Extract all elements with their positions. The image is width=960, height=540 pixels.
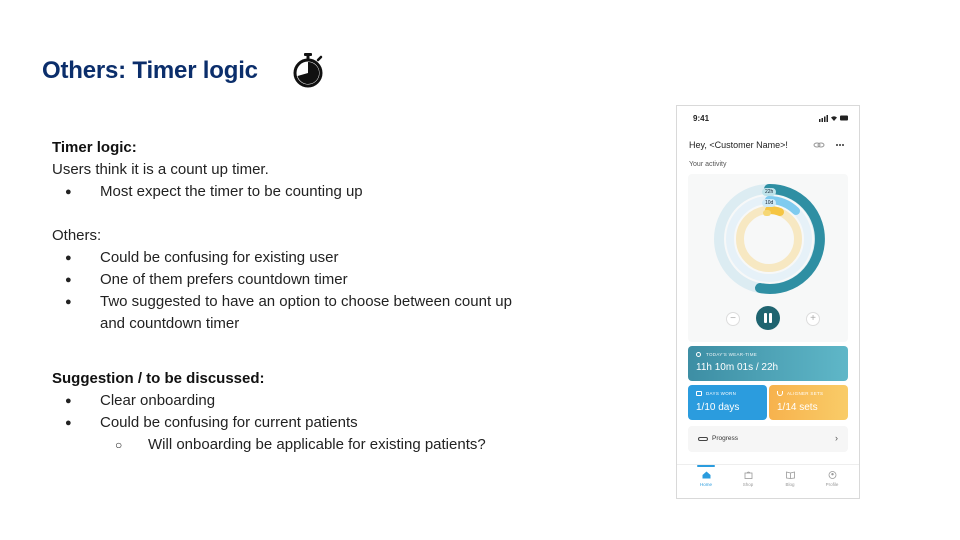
- phone-mockup: [676, 105, 860, 499]
- list-item: ● Most expect the timer to be counting up: [52, 181, 572, 203]
- list-item-continued: and countdown timer: [100, 315, 240, 332]
- aligner-icon: [777, 391, 783, 396]
- aligner-sets-card[interactable]: [769, 385, 848, 420]
- clock-icon: [696, 352, 701, 357]
- greeting-text: Hey, <Customer Name>!: [689, 140, 788, 150]
- progress-icon: [698, 437, 708, 441]
- tab-shop[interactable]: [733, 469, 763, 487]
- decrease-button[interactable]: −: [726, 312, 740, 326]
- wear-time-card[interactable]: [688, 346, 848, 381]
- stopwatch-icon: [289, 51, 327, 89]
- ring-tag-wear: 22h: [762, 188, 776, 196]
- slide-title: Others: Timer logic: [42, 57, 258, 84]
- status-time: 9:41: [693, 114, 710, 123]
- slide-content: [52, 137, 572, 456]
- tab-bar: [677, 464, 859, 499]
- activity-label: Your activity: [689, 161, 727, 168]
- active-tab-indicator: [697, 465, 715, 467]
- progress-label: Progress: [712, 435, 739, 442]
- increase-button[interactable]: +: [806, 312, 820, 326]
- days-worn-card[interactable]: [688, 385, 767, 420]
- suggestion-heading: Suggestion / to be discussed:: [52, 370, 265, 387]
- tab-label: Profile: [825, 482, 839, 487]
- timer-intro-text: Users think it is a count up timer.: [52, 161, 269, 178]
- wear-time-value: 11h 10m 01s / 22h: [696, 362, 779, 373]
- tab-home[interactable]: [691, 469, 721, 487]
- home-icon: [702, 471, 711, 479]
- tab-blog[interactable]: [775, 469, 805, 487]
- progress-row[interactable]: [688, 426, 848, 452]
- tab-label: Shop: [742, 482, 754, 487]
- aligner-sets-label: ALIGNER SETS: [787, 391, 824, 396]
- activity-card: [688, 174, 848, 342]
- list-item: ● One of them prefers countdown timer: [52, 269, 572, 291]
- list-item: ● Clear onboarding: [52, 390, 572, 412]
- aligner-sets-value: 1/14 sets: [777, 402, 818, 413]
- smile-icon: [763, 210, 771, 216]
- more-icon[interactable]: [836, 144, 844, 146]
- profile-icon: [828, 471, 837, 479]
- others-heading: Others:: [52, 227, 102, 244]
- chevron-right-icon: ›: [835, 433, 838, 443]
- days-worn-value: 1/10 days: [696, 402, 740, 413]
- book-icon: [786, 471, 795, 479]
- wear-time-label: TODAY'S WEAR-TIME: [706, 352, 758, 357]
- shop-icon: [744, 471, 753, 479]
- calendar-icon: [696, 391, 702, 396]
- sub-list-item: ○ Will onboarding be applicable for existing patients?: [52, 434, 572, 456]
- ring-tag-days: 10d: [762, 199, 776, 207]
- days-worn-label: DAYS WORN: [706, 391, 737, 396]
- tab-label: Home: [699, 482, 712, 487]
- signal-wifi-battery-icon: [819, 114, 849, 122]
- pause-button[interactable]: [756, 306, 780, 330]
- status-bar: [677, 106, 859, 130]
- list-item: ● Two suggested to have an option to choose between count up: [52, 291, 572, 313]
- timer-logic-heading: Timer logic:: [52, 139, 137, 156]
- tab-profile[interactable]: [817, 469, 847, 487]
- list-item: ● Could be confusing for current patients: [52, 412, 572, 434]
- tab-label: Blog: [785, 482, 795, 487]
- link-icon[interactable]: [814, 143, 824, 147]
- list-item: ● Could be confusing for existing user: [52, 247, 572, 269]
